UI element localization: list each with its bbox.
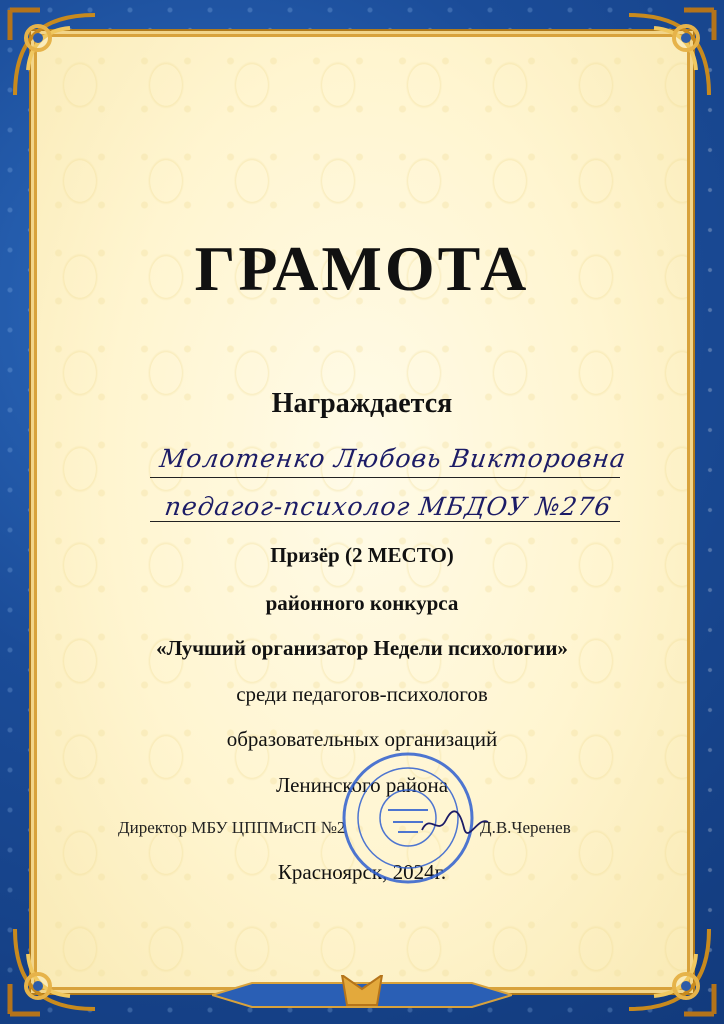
recipient-name-underline bbox=[150, 477, 620, 478]
director-label: Директор МБУ ЦППМиСП №2 bbox=[118, 818, 346, 837]
bottom-ribbon-ornament bbox=[212, 975, 512, 1015]
contest-line: районного конкурса bbox=[265, 591, 459, 615]
district-line: Ленинского района bbox=[275, 773, 449, 797]
recipient-name-handwritten: Молотенко Любовь Викторовна bbox=[157, 444, 628, 473]
certificate-title: ГРАМОТА bbox=[194, 233, 530, 304]
corner-ornament-bottom-right bbox=[614, 914, 724, 1024]
place-date: Красноярск, 2024г. bbox=[277, 860, 447, 884]
awarded-label: Награждается bbox=[271, 388, 453, 419]
director-signature bbox=[420, 808, 490, 843]
corner-ornament-bottom-left bbox=[0, 914, 110, 1024]
recipient-position-underline bbox=[150, 521, 620, 522]
among-line-1: среди педагогов-психологов bbox=[236, 682, 488, 706]
contest-name: «Лучший организатор Недели психологии» bbox=[156, 636, 568, 660]
place-line: Призёр (2 МЕСТО) bbox=[270, 543, 454, 567]
among-line-2: образовательных организаций bbox=[226, 727, 498, 751]
corner-ornament-top-left bbox=[0, 0, 110, 110]
recipient-position-handwritten: педагог-психолог МБДОУ №276 bbox=[162, 492, 614, 521]
corner-ornament-top-right bbox=[614, 0, 724, 110]
director-name: Д.В.Черенев bbox=[480, 818, 571, 837]
